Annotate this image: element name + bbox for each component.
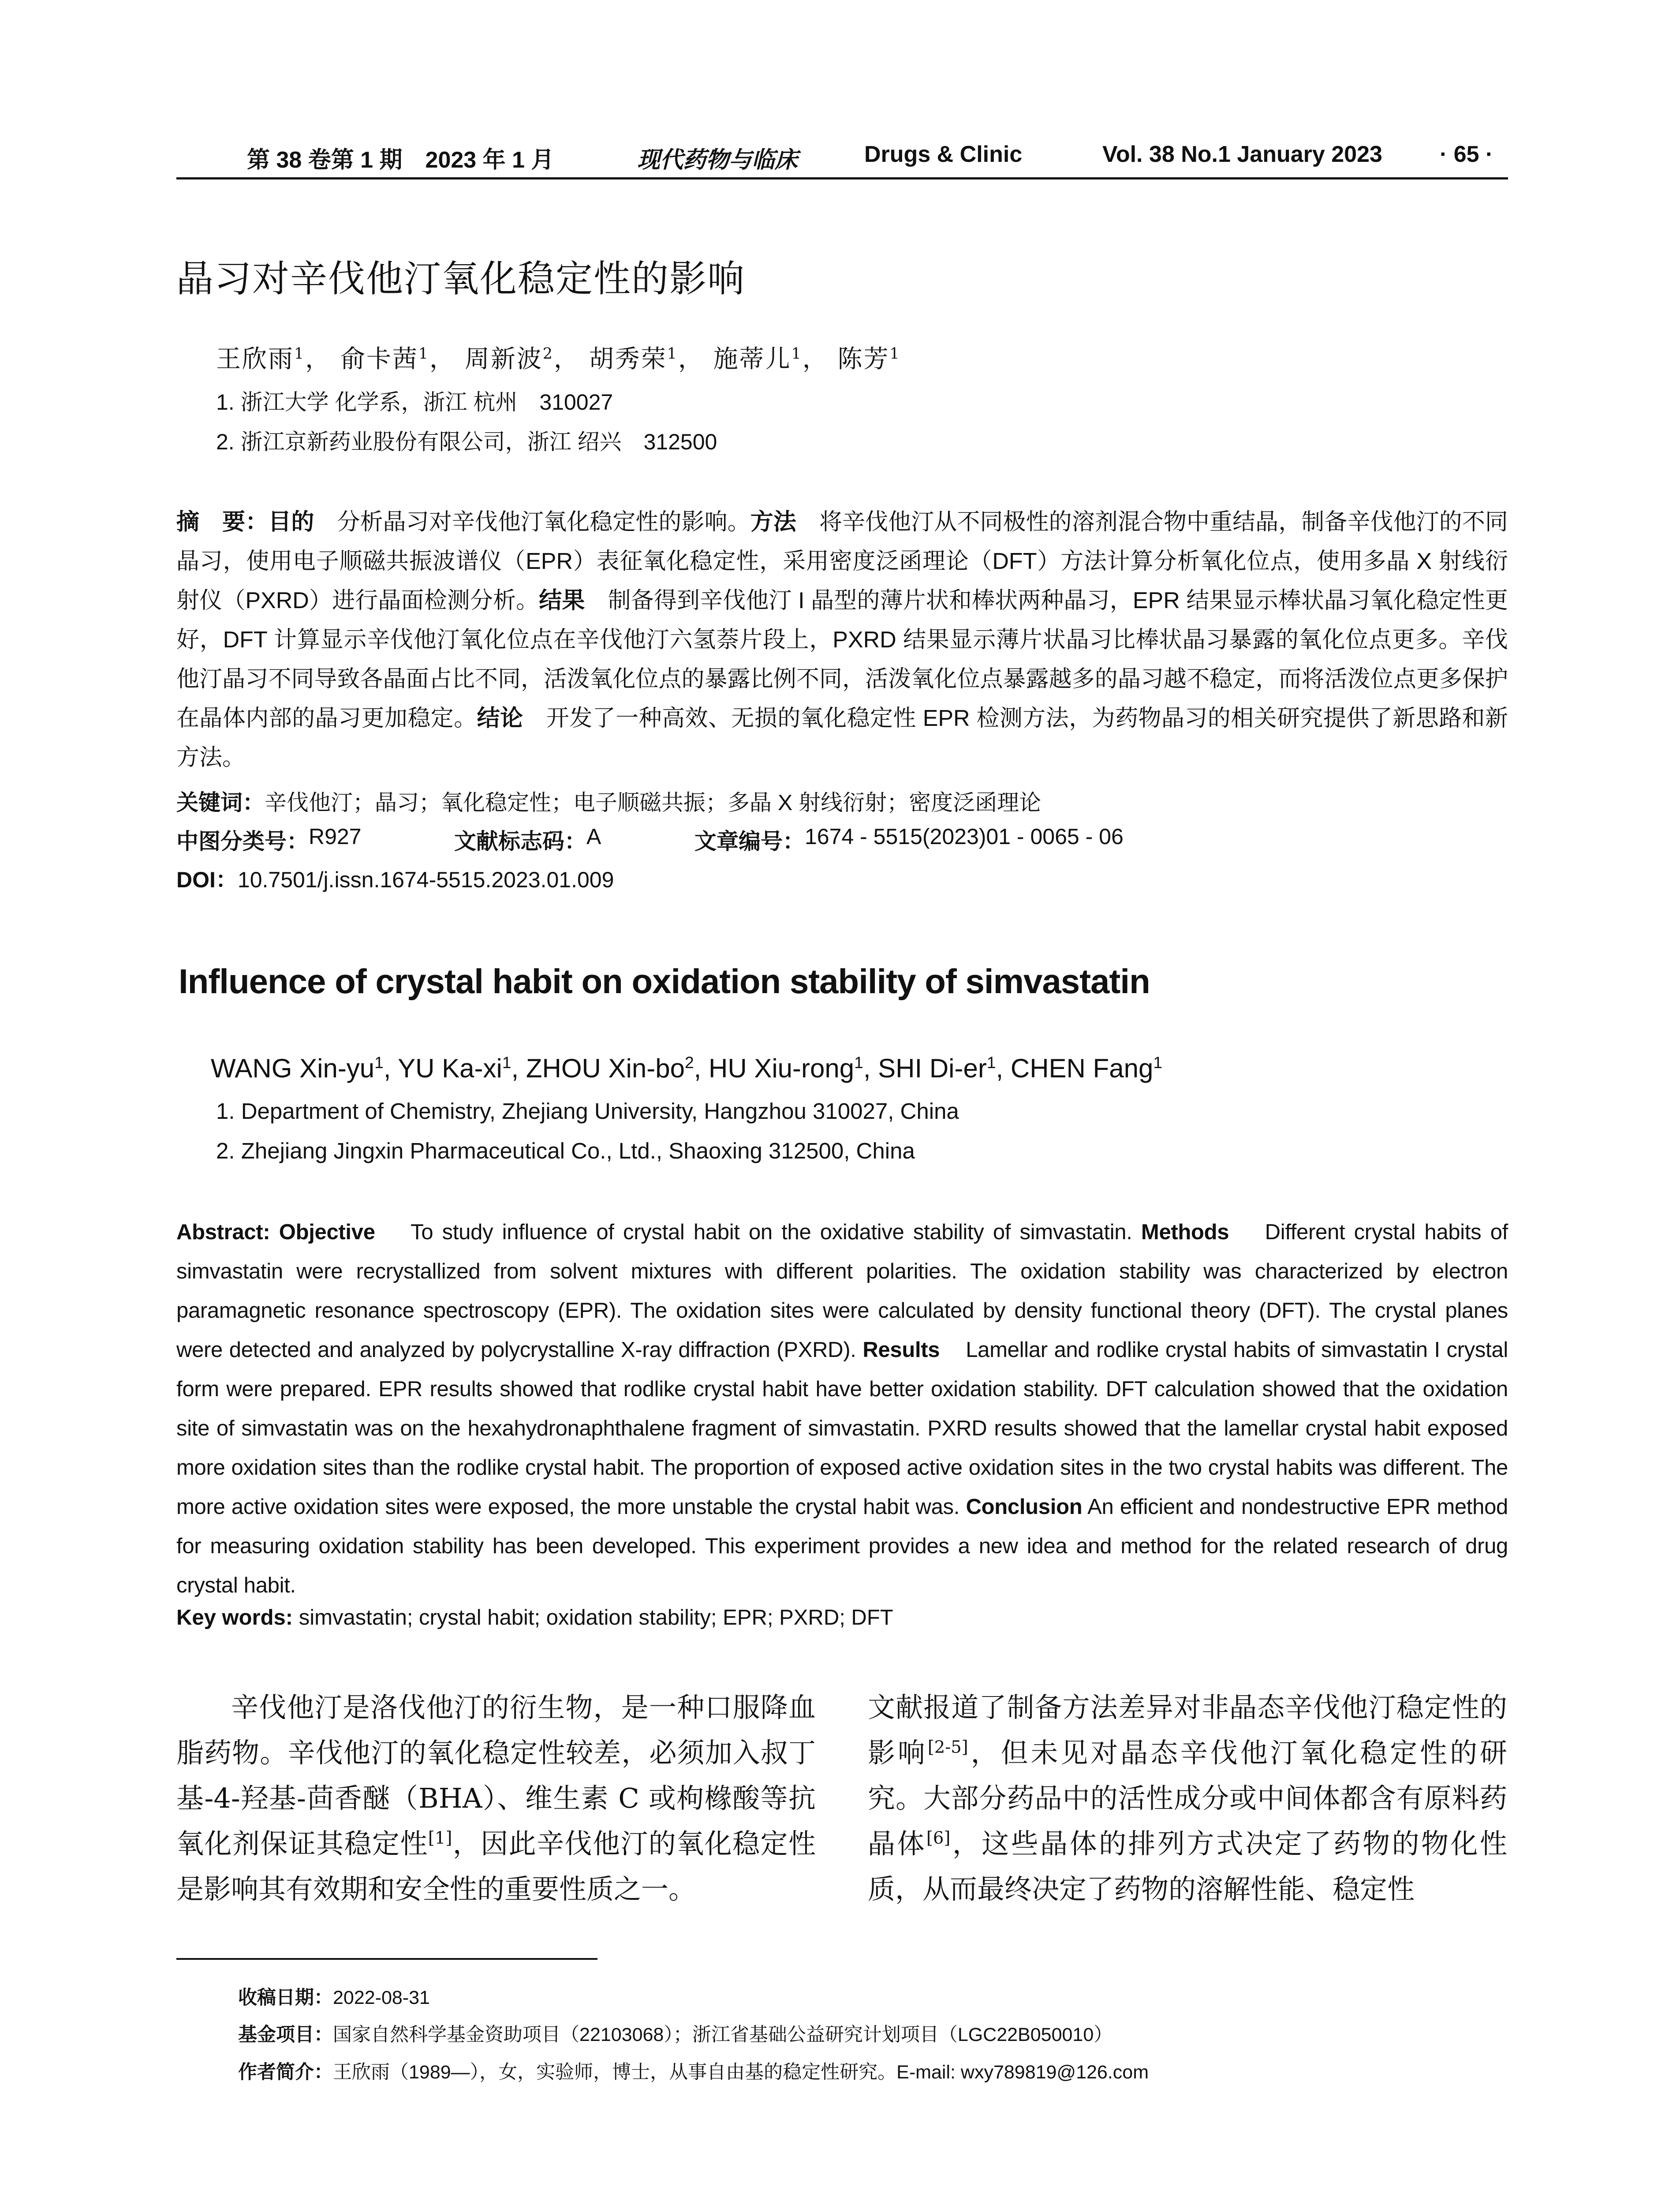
author-bio-label: 作者简介： (238, 2062, 333, 2083)
classification-line (176, 824, 1508, 855)
title-cn: 晶习对辛伐他汀氧化稳定性的影响 (176, 258, 746, 299)
abstract-en (176, 1213, 1508, 1605)
doccode-value: A (586, 824, 601, 849)
author-affiliation-mark: 1 (667, 345, 678, 363)
article-label: 文章编号： (694, 829, 805, 854)
author-affiliation-mark: 1 (374, 1053, 384, 1072)
citation-ref[interactable]: [2-5] (927, 1737, 968, 1757)
issue-info: 第 38 卷第 1 期 2023 年 1 月 (247, 147, 554, 173)
footnote-received (238, 1983, 430, 2010)
results-text-en: Lamellar and rodlike crystal habits of simvastatin I crystal form were prepared. EPR results showed that rodlike crystal habit have better oxidation stability. DFT calculation showed that the oxidation site of simvastatin was on the hexahydronaphthalene fragment of simvastatin. PXRD results showed that the lamellar crystal habit exposed more oxidation sites than the rodlike crystal habit. The proportion of exposed active oxidation sites in the two crystal habits was different. The more active oxidation sites were exposed, the more unstable the crystal habit was. (176, 1338, 1508, 1519)
keywords-cn (176, 785, 1041, 817)
body-text: 辛伐他汀是洛伐他汀的衍生物，是一种口服降血脂药物。辛伐他汀的氧化稳定性较差，必须加入叔丁基-4-羟基-茴香醚（BHA）、维生素 C 或枸橼酸等抗氧化剂保证其稳定性 (176, 1691, 816, 1860)
affiliation-en-2: 2. Zhejiang Jingxin Pharmaceutical Co., Ltd., Shaoxing 312500, China (216, 1138, 915, 1163)
author-affiliation-mark: 1 (294, 345, 306, 363)
author-affiliation-mark: 2 (542, 345, 554, 363)
abstract-cn (176, 503, 1508, 781)
article-number (694, 824, 1124, 856)
class-number (176, 824, 362, 856)
doi-value[interactable]: 10.7501/j.issn.1674-5515.2023.01.009 (237, 867, 614, 892)
volume-info-en: Vol. 38 No.1 January 2023 (1102, 142, 1382, 167)
author-name: 施蒂儿 (713, 345, 791, 374)
conclusion-label-cn: 结论 (477, 706, 523, 731)
author-name: 王欣雨 (216, 345, 294, 374)
title-en: Influence of crystal habit on oxidation stability of simvastatin (179, 962, 1150, 1001)
received-label: 收稿日期： (238, 1987, 333, 2008)
keywords-label-en: Key words: (176, 1606, 293, 1629)
author-affiliation-mark: 1 (791, 345, 803, 363)
author-name: WANG Xin-yu (211, 1054, 375, 1083)
author-name: SHI Di-er (878, 1054, 987, 1083)
citation-ref[interactable]: [6] (926, 1828, 951, 1848)
fund-text: 国家自然科学基金资助项目（22103068）；浙江省基础公益研究计划项目（LGC22B050010） (333, 2024, 1113, 2045)
author-name: 陈芳 (837, 345, 890, 374)
author-affiliation-mark: 1 (418, 345, 429, 363)
conclusion-text-cn: 开发了一种高效、无损的氧化稳定性 EPR 检测方法，为药物晶习的相关研究提供了新思路和新方法。 (176, 706, 1508, 770)
abstract-label-cn: 摘 要： (176, 509, 269, 535)
author-name: ZHOU Xin-bo (526, 1054, 685, 1083)
author-affiliation-mark: 1 (854, 1053, 863, 1072)
objective-text-en: To study influence of crystal habit on the oxidative stability of simvastatin. (411, 1220, 1132, 1244)
author-name: CHEN Fang (1010, 1054, 1154, 1083)
body-column-left (176, 1685, 816, 1912)
received-date: 2022-08-31 (333, 1987, 430, 2008)
journal-name-en: Drugs & Clinic (864, 142, 1023, 167)
author-name: HU Xiu-rong (709, 1054, 855, 1083)
objective-label-en: Objective (279, 1220, 375, 1244)
article-value: 1674 - 5515(2023)01 - 0065 - 06 (805, 824, 1124, 849)
methods-text-cn: 将辛伐他汀从不同极性的溶剂混合物中重结晶，制备辛伐他汀的不同晶习，使用电子顺磁共振波谱仪（EPR）表征氧化稳定性，采用密度泛函理论（DFT）方法计算分析氧化位点，使用多晶 X 射线衍射仪（PXRD）进行晶面检测分析。 (176, 509, 1508, 613)
abstract-label-en: Abstract: (176, 1220, 279, 1244)
results-label-cn: 结果 (539, 588, 585, 613)
fund-label: 基金项目： (238, 2024, 333, 2045)
body-text: 文献报道了制备方法差异对非晶态辛伐他汀稳定性的影响 (868, 1691, 1507, 1769)
methods-text-en: Different crystal habits of simvastatin were recrystallized from solvent mixtures with different polarities. The oxidation stability was characterized by electron paramagnetic resonance spectroscopy (EPR). The oxidation sites were calculated by density functional theory (DFT). The crystal planes were detected and analyzed by polycrystalline X-ray diffraction (PXRD). (176, 1220, 1508, 1362)
body-text: ，但未见对晶态辛伐他汀氧化稳定性的研究。大部分药品中的活性成分或中间体都含有原料药晶体 (868, 1737, 1507, 1860)
conclusion-text-en: An efficient and nondestructive EPR method for measuring oxidation stability has been developed. This experiment provides a new idea and method for the related research of drug crystal habit. (176, 1495, 1508, 1597)
author-affiliation-mark: 1 (889, 345, 901, 363)
author-affiliation-mark: 1 (986, 1053, 996, 1072)
page-number: · 65 · (1440, 142, 1493, 167)
author-name: YU Ka-xi (398, 1054, 502, 1083)
authors-en: WANG Xin-$yu^1$, YU $Ka-xi^1$, ZHOU Xin-$bo^2$, HU Xiu-rong$^1$, SHI $Di-er^1$, CHEN Fang$^1$ (211, 1053, 1162, 1083)
body-text: ，这些晶体的排列方式决定了药物的物化性质，从而最终决定了药物的溶解性能、稳定性 (868, 1828, 1507, 1905)
body-text: ，因此辛伐他汀的氧化稳定性是影响其有效期和安全性的重要性质之一。 (176, 1828, 816, 1905)
journal-name-cn: 现代药物与临床 (637, 146, 798, 173)
results-label-en: Results (862, 1338, 940, 1362)
authors-cn: 王欣雨$^1$， 俞卡茜$^1$， 周新波$^2$， 胡秀荣$^1$， 施蒂儿$^1$， 陈芳$^1$ (216, 345, 901, 374)
body-column-right (868, 1685, 1507, 1912)
results-text-cn: 制备得到辛伐他汀 I 晶型的薄片状和棒状两种晶习，EPR 结果显示棒状晶习氧化稳定性更好，DFT 计算显示辛伐他汀氧化位点在辛伐他汀六氢萘片段上，PXRD 结果显示薄片状晶习比棒状晶习暴露的氧化位点更多。辛伐他汀晶习不同导致各晶面占比不同，活泼氧化位点的暴露比例不同，活泼氧化位点暴露越多的晶习越不稳定，而将活泼位点更多保护在晶体内部的晶习更加稳定。 (176, 588, 1508, 731)
keywords-en (176, 1605, 893, 1630)
conclusion-label-en: Conclusion (966, 1495, 1083, 1519)
footnote-funding (238, 2020, 1113, 2047)
author-name: 俞卡茜 (340, 345, 418, 374)
objective-text-cn: 分析晶习对辛伐他汀氧化稳定性的影响。 (337, 509, 750, 535)
author-affiliation-mark: 1 (1153, 1053, 1162, 1072)
author-bio-text: 王欣雨（1989—），女，实验师，博士，从事自由基的稳定性研究。E-mail: wxy789819@126.com (333, 2062, 1149, 2083)
class-label: 中图分类号： (176, 829, 309, 854)
doi-label: DOI： (176, 867, 238, 892)
header-rule (176, 177, 1508, 179)
footnote-author (238, 2057, 1149, 2084)
author-affiliation-mark: 1 (502, 1053, 511, 1072)
affiliation-cn-2: 2. 浙江京新药业股份有限公司，浙江 绍兴 312500 (216, 430, 717, 454)
doccode-label: 文献标志码： (454, 829, 586, 854)
keywords-text-en: simvastatin; crystal habit; oxidation stability; EPR; PXRD; DFT (299, 1606, 893, 1629)
methods-label-cn: 方法 (750, 509, 796, 535)
keywords-text-cn: 辛伐他汀；晶习；氧化稳定性；电子顺磁共振；多晶 X 射线衍射；密度泛函理论 (265, 790, 1042, 815)
running-header (176, 141, 1508, 176)
footnote-rule (176, 1958, 597, 1960)
author-affiliation-mark: 2 (684, 1053, 694, 1072)
objective-label-cn: 目的 (268, 509, 314, 535)
author-name: 胡秀荣 (589, 345, 667, 374)
document-code (454, 824, 601, 856)
keywords-label-cn: 关键词： (176, 790, 265, 815)
affiliation-cn-1: 1. 浙江大学 化学系，浙江 杭州 310027 (216, 390, 613, 415)
citation-ref[interactable]: [1] (428, 1828, 452, 1848)
doi-line (176, 862, 614, 894)
author-name: 周新波 (464, 345, 543, 374)
class-value: R927 (309, 824, 362, 849)
methods-label-en: Methods (1141, 1220, 1229, 1244)
affiliation-en-1: 1. Department of Chemistry, Zhejiang University, Hangzhou 310027, China (216, 1099, 959, 1124)
